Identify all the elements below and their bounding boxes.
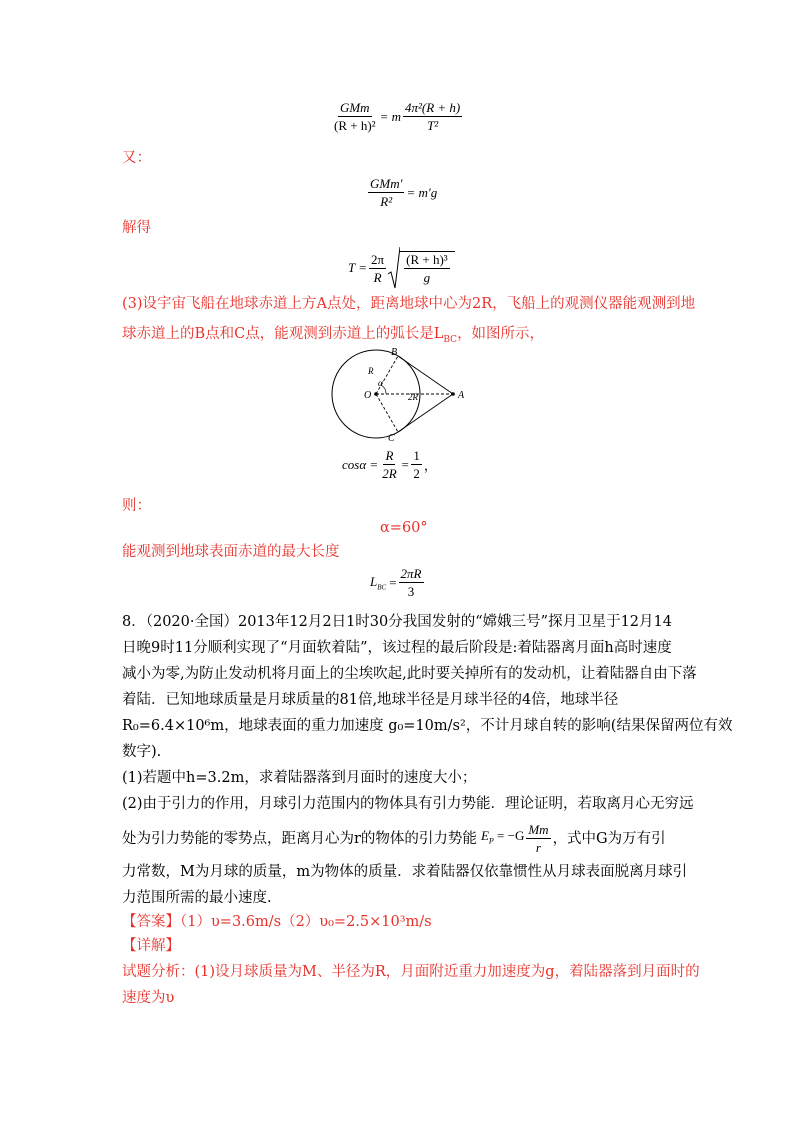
part3-line2-text: 球赤道上的B点和C点，能观测到赤道上的弧长是L	[122, 326, 444, 342]
tangent-line-bottom	[398, 394, 453, 432]
lbc-den: 3	[407, 584, 415, 599]
tangent-line-top	[398, 356, 453, 394]
f3-T: T =	[348, 260, 368, 275]
radius-oc	[376, 394, 398, 432]
lbc-eq: =	[389, 574, 397, 590]
label-a: A	[458, 390, 465, 401]
analysis-line-2: 速度为υ	[122, 990, 175, 1006]
label-o: O	[364, 390, 372, 401]
cos-den2: 2	[413, 466, 420, 481]
subquestion-2-line-3: 力常数，M为月球的质量，m为物体的质量．求着陆器仅依靠惯性从月球表面脱离月球引	[122, 864, 688, 880]
point-o	[374, 392, 378, 396]
formula-cos: cosα = $\frac{R}{2R}$ = $\frac{1}{2}$ ，	[342, 448, 437, 481]
lbc-num: 2πR	[400, 566, 422, 581]
formula-period	[348, 246, 455, 290]
cos-num2: 1	[413, 448, 420, 463]
question-line-5: R₀=6.4×10⁶m，地球表面的重力加速度 g₀=10m/s²，不计月球自转的影响(结果保留两位有效	[122, 718, 733, 734]
f2-num: GMm′	[370, 176, 403, 191]
lbc-lhs: $L_{BC}$	[370, 573, 387, 592]
earth-observation-diagram	[325, 344, 485, 448]
label-r: R	[368, 366, 374, 376]
subquestion-2-line-2	[122, 822, 666, 855]
formula-orbit	[330, 100, 464, 133]
label-alpha: α	[378, 378, 383, 388]
formula-lbc	[370, 566, 426, 599]
f3-rad-den: g	[423, 270, 431, 285]
cos-lhs: cosα =	[342, 456, 379, 472]
label-c: C	[388, 433, 395, 444]
question-line-3: 减小为零,为防止发动机将月面上的尘埃吹起,此时要关掉所有的发动机，让着陆器自由下落	[122, 666, 697, 682]
subquestion-2-line-4: 力范围所需的最小速度.	[122, 890, 272, 906]
label-you: 又：	[122, 150, 151, 166]
formula-gravity	[366, 176, 437, 209]
subquestion-1: (1)若题中h=3.2m，求着陆器落到月面时的速度大小；	[122, 770, 477, 786]
f2-den: R²	[380, 194, 393, 209]
f1-lhs-num: GMm	[339, 100, 370, 115]
point-a	[451, 392, 455, 396]
ep-formula: $E_P = -G$	[480, 827, 525, 846]
part3-line2-tail: ，如图所示，	[457, 326, 545, 342]
f3-num: 2π	[371, 251, 385, 267]
subquestion-2-line-1: (2)由于引力的作用，月球引力范围内的物体具有引力势能．理论证明，若取离月心无穷远	[122, 796, 694, 812]
f3-den: R	[373, 269, 382, 285]
f1-rhs-num: 4π²(R + h)	[404, 100, 461, 115]
detail-label: 【详解】	[122, 938, 180, 954]
cos-tail: ，	[423, 458, 437, 473]
question-line-6: 数字).	[122, 744, 162, 760]
label-b: B	[391, 347, 398, 358]
ep-den: r	[535, 840, 541, 855]
answer-line	[122, 912, 432, 932]
radius-ob	[376, 356, 398, 394]
sqrt-sign	[388, 246, 455, 290]
answer-label: 【答案】	[122, 914, 180, 930]
question-line-4: 着陆．已知地球质量是月球质量的81倍,地球半径是月球半径的4倍，地球半径	[122, 692, 619, 708]
label-max-length: 能观测到地球表面赤道的最大长度	[122, 544, 340, 560]
question-line-1: 8．（2020·全国）2013年12月2日1时30分我国发射的“嫦娥三号”探月卫星于12月14	[122, 614, 672, 630]
ep-num: Mm	[528, 822, 549, 837]
f3-rad-num: (R + h)³	[406, 252, 448, 267]
p2b-pre: 处为引力势能的零势点，距离月心为r的物体的引力势能	[122, 830, 477, 847]
part3-line2-sub: BC	[443, 334, 458, 345]
p2b-post: ，式中G为万有引	[552, 830, 666, 847]
label-ze: 则：	[122, 498, 151, 514]
part3-line1: (3)设宇宙飞船在地球赤道上方A点处，距离地球中心为2R，飞船上的观测仪器能观测到地	[122, 296, 696, 312]
cos-den1: 2R	[382, 466, 397, 481]
f1-rhs-den: T²	[427, 118, 439, 133]
question-line-2: 日晚9时11分顺利实现了“月面软着陆”，该过程的最后阶段是:着陆器离月面h高时速度	[122, 640, 672, 656]
analysis-line-1: 试题分析：(1)设月球质量为M、半径为R，月面附近重力加速度为g，着陆器落到月面时的	[122, 964, 700, 980]
f1-eq: = m	[379, 108, 401, 124]
f2-rhs: = m′g	[406, 184, 438, 200]
label-jiede: 解得	[122, 220, 151, 236]
cos-num1: R	[385, 448, 394, 463]
f1-lhs-den: (R + h)²	[334, 118, 376, 133]
answer-text: （1）υ=3.6m/s（2）υ₀=2.5×10³m/s	[180, 914, 432, 930]
alpha-result: α=60°	[380, 520, 428, 536]
label-2r: 2R	[408, 392, 418, 402]
